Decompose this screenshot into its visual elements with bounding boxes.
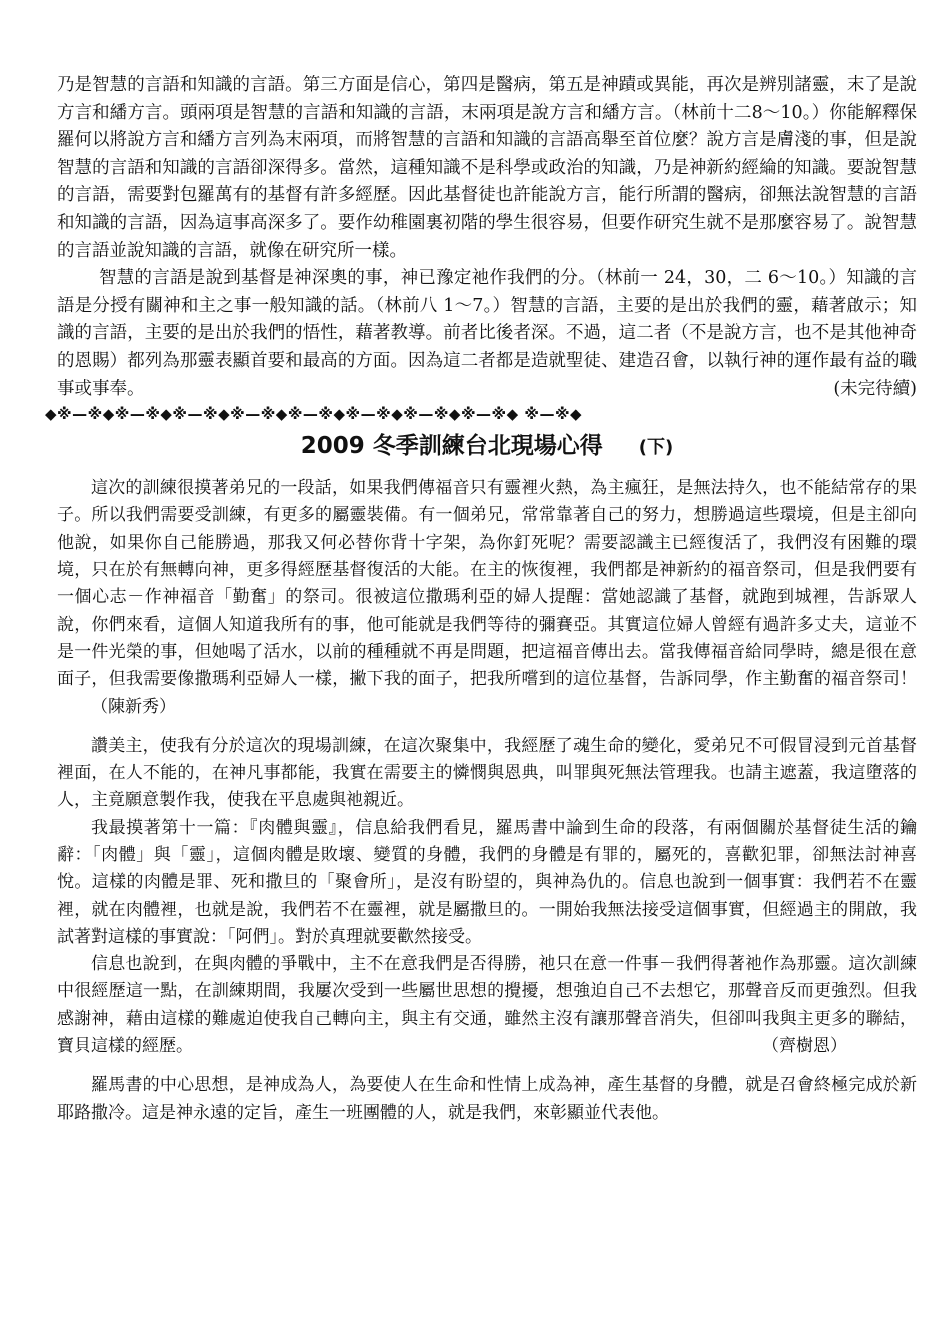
testimony-paragraph-4-text: 信息也說到，在與肉體的爭戰中，主不在意我們是否得勝，祂只在意一件事－我們得著祂作為那靈。這次訓練中很經歷這一點，在訓練期間，我屢次受到一些屬世思想的攪擾，想強迫自己不去想它，那聲音反而更強烈。但我感謝神，藉由這樣的難處迫使我自己轉向主，與主有交通，雖然主沒有讓那聲音消失，但卻叫我與主更多的聯結，寶貝這樣的經歷。 [57,954,917,1057]
article-continued [57,72,917,403]
article-title-text: 2009 冬季訓練台北現場心得 [300,433,603,460]
paragraph-gifts-ranking: 乃是智慧的言語和知識的言語。第三方面是信心，第四是醫病，第五是神蹟或異能，再次是辨別諸靈，末了是說方言和繙方言。頭兩項是智慧的言語和知識的言語，末兩項是說方言和繙方言。（林前十二8～10。）你能解釋保羅何以將說方言和繙方言列為末兩項，而將智慧的言語和知識的言語高舉至首位麼？說方言是膚淺的事，但是說智慧的言語和知識的言語卻深得多。當然，這種知識不是科學或政治的知識，乃是神新約經綸的知識。要說智慧的言語，需要對包羅萬有的基督有許多經歷。因此基督徒也許能說方言，能行所謂的醫病，卻無法說智慧的言語和知識的言語，因為這事高深多了。要作幼稚園裏初階的學生很容易，但要作研究生就不是那麼容易了。說智慧的言語並說知識的言語，就像在研究所一樣。 [57,75,917,261]
paragraph-wisdom-knowledge-text: 智慧的言語是說到基督是神深奧的事，神已豫定祂作我們的分。（林前一 24，30，二 6～10。）知識的言語是分授有關神和主之事一般知識的話。（林前八 1～7。）智慧的言語，主要的是出於我們的靈，藉著啟示；知識的言語，主要的是出於我們的悟性，藉著教導。前者比後者深。不過，這二者（不是說方言，也不是其他神奇的恩賜）都列為那靈表顯首要和最高的方面。因為這二者都是造就聖徒、建造召會，以執行神的運作最有益的職事或事奉。 [57,268,917,399]
testimony-author-1: （陳新秀） [91,696,176,717]
to-be-continued-note: (未完待續) [833,378,917,399]
section-divider: ◆※—※◆※—※◆※—※◆※—※◆※—※◆※—※◆※—※◆※—※◆ ※—※◆ [45,405,583,424]
testimony-paragraph-4 [57,951,917,1060]
testimony-paragraph-1-text: 這次的訓練很摸著弟兄的一段話，如果我們傳福音只有靈裡火熱，為主瘋狂，是無法持久，也不能結常存的果子。所以我們需要受訓練，有更多的屬靈裝備。有一個弟兄，常常靠著自己的努力，想勝過這些環境，但是主卻向他說，如果你自己能勝過，那我又何必替你背十字架，為你釘死呢？需要認識主已經復活了，我們沒有困難的環境，只在於有無轉向神，更多得經歷基督復活的大能。在主的恢復裡，我們都是神新約的福音祭司，但是我們要有一個心志－作神福音「勤奮」的祭司。很被這位撒瑪利亞的婦人提醒：當她認識了基督，就跑到城裡，告訴眾人說，你們來看，這個人知道我所有的事，他可能就是我們等待的彌賽亞。其實這位婦人曾經有過許多丈夫，這並不是一件光榮的事，但她喝了活水，以前的種種就不再是問題，把這福音傳出去。當我傳福音給同學時，總是很在意面子，但我需要像撒瑪利亞婦人一樣，撇下我的面子，把我所嚐到的這位基督，告訴同學，作主勤奮的福音祭司！ [57,478,917,690]
document-page [45,72,917,1127]
article-testimonies [57,475,917,1127]
paragraph-wisdom-knowledge [57,265,917,403]
testimony-paragraph-2: 讚美主，使我有分於這次的現場訓練，在這次聚集中，我經歷了魂生命的變化，愛弟兄不可假冒浸到元首基督裡面，在人不能的，在神凡事都能，我實在需要主的憐憫與恩典，叫罪與死無法管理我。也請主遮蓋，我這墮落的人，主竟願意製作我，使我在平息處與祂親近。 [57,735,917,811]
testimony-paragraph-1 [57,475,917,721]
article-title [57,429,917,465]
article-subtitle: (下) [638,437,674,459]
testimony-paragraph-5: 羅馬書的中心思想，是神成為人，為要使人在生命和性情上成為神，產生基督的身體，就是召會終極完成於新耶路撒冷。這是神永遠的定旨，產生一班團體的人，就是我們，來彰顯並代表他。 [57,1075,917,1123]
testimony-paragraph-3: 我最摸著第十一篇：『肉體與靈』，信息給我們看見，羅馬書中論到生命的段落，有兩個關於基督徒生活的鑰辭：「肉體」與「靈」，這個肉體是敗壞、變質的身體，我們的身體是有罪的，屬死的，喜歡犯罪，卻無法討神喜悅。這樣的肉體是罪、死和撒旦的「聚會所」，是沒有盼望的，與神為仇的。信息也說到一個事實：我們若不在靈裡，就在肉體裡，也就是說，我們若不在靈裡，就是屬撒旦的。一開始我無法接受這個事實，但經過主的開啟，我試著對這樣的事實說：「阿們」。對於真理就要歡然接受。 [57,817,917,947]
testimony-author-2: （齊樹恩） [762,1036,847,1057]
